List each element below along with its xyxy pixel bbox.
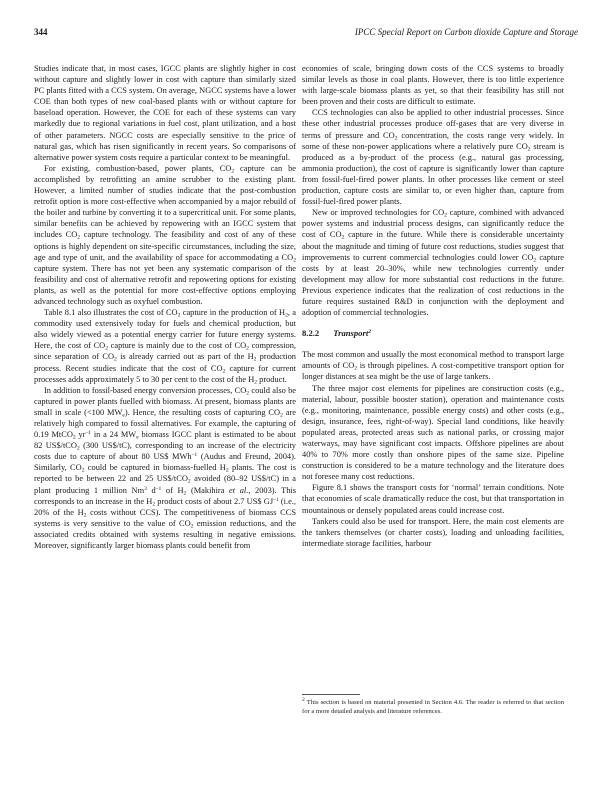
page-number: 344 (34, 27, 48, 37)
section-number: 8.2.2 (302, 328, 320, 339)
paragraph: In addition to fossil-based energy conversion processes, $CO_2$ could also be captured in power plants fuelled with biomass. At present, biomass plants are small in scale (<100 $MW_e$). Hence, the resulting costs of capturing $CO_2$ are relatively high compared to fossil alternatives. For example, the capturing of 0.19 MtCO$_2$ $yr^{-1}$ in a 24 $MW_e$ biomass IGCC plant is estimated to be about 82 US$/tCO$_2$ (300 US$/tC), corresponding to an increase of the electricity costs due to capture of about 80 US$ MWh$^{-1}$ (Audus and Freund, 2004). Similarly, $CO_2$ could be captured in biomass-fuelled $H_2$ plants. The cost is reported to be between 22 and 25 US$/tCO$_2$ avoided (80–92 US$/tC) in a plant producing 1 million Nm$^3$ $d^{-1}$ of $H_2$ (Makihira et al., 2003). This corresponds to an increase in the $H_2$ product costs of about 2.7 US$ $GJ^{-1}$ (i.e., 20% of the $H_2$ costs without CCS). The competitiveness of biomass CCS systems is very sensitive to the value of $CO_2$ emission reductions, and the associated credits obtained with systems resulting in negative emissions. Moreover, significantly larger biomass plants could benefit from (34, 385, 296, 551)
paragraph: economies of scale, bringing down costs of the CCS systems to broadly similar levels as those in coal plants. However, there is too little experience with large-scale biomass plants as yet, so that their feasibility has still not been proven and their costs are difficult to estimate. (302, 64, 564, 107)
paragraph: The most common and usually the most economical method to transport large amounts of $CO_2$ is through pipelines. A cost-competitive transport option for longer distances at sea might be the use of large tankers. (302, 350, 564, 382)
footnote-text: $^2$ This section is based on material presented in Section 4.6. The reader is referred to that section for a more detailed analysis and literature references. (302, 697, 564, 715)
running-title: IPCC Special Report on Carbon dioxide Capture and Storage (354, 27, 578, 37)
left-column (34, 63, 296, 551)
paragraph: CCS technologies can also be applied to other industrial processes. Since these other industrial processes produce off-gases that are very diverse in terms of pressure and $CO_2$ concentration, the costs range very widely. In some of these non-power applications where a relatively pure $CO_2$ stream is produced as a by-product of the process (e.g., natural gas processing, ammonia production), the cost of capture is significantly lower than capture from fossil-fuel-fired power plants. In other processes like cement or steel production, capture costs are similar to, or even higher than, capture from fossil-fuel-fired power plants. (302, 108, 564, 207)
paragraph: Tankers could also be used for transport. Here, the main cost elements are the tankers themselves (or charter costs), loading and unloading facilities, intermediate storage facilities, harbour (302, 516, 564, 548)
paragraph: For existing, combustion-based, power plants, $CO_2$ capture can be accomplished by retrofitting an amine scrubber to the existing plant. However, a limited number of studies indicate that the post-combustion retrofit option is more cost-effective when accompanied by a major rebuild of the boiler and turbine by converting it to a supercritical unit. For some plants, similar benefits can be achieved by repowering with an IGCC system that includes $CO_2$ capture technology. The feasibility and cost of any of these options is highly dependent on site-specific circumstances, including the size, age and type of unit, and the availability of space for accommodating a $CO_2$ capture system. There has not yet been any systematic comparison of the feasibility and cost of alternative retrofit and repowering options for existing plants, as well as the potential for more cost-effective options employing advanced technology such as oxyfuel combustion. (34, 163, 296, 306)
paragraph: Studies indicate that, in most cases, IGCC plants are slightly higher in cost without capture and slightly lower in cost with capture than similarly sized PC plants fitted with a CCS system. On average, NGCC systems have a lower COE than both types of new coal-based plants with or without capture for baseload operation. However, the COE for each of these systems can vary markedly due to regional variations in fuel cost, plant utilization, and a host of other parameters. NGCC costs are especially sensitive to the price of natural gas, which has risen significantly in recent years. So comparisons of alternative power system costs require a particular context to be meaningful. (34, 64, 296, 162)
paragraph: The three major cost elements for pipelines are construction costs (e.g., material, labour, possible booster station), operation and maintenance costs (e.g., monitoring, maintenance, possible energy costs) and other costs (e.g., design, insurance, fees, right-of-way). Special land conditions, like heavily populated areas, protected areas such as national parks, or crossing major waterways, may have significant cost impacts. Offshore pipelines are about 40% to 70% more costly than onshore pipes of the same size. Pipeline construction is considered to be a mature technology and the literature does not foresee many cost reductions. (302, 383, 564, 482)
footnote-divider (302, 694, 360, 695)
paragraph: Table 8.1 also illustrates the cost of $CO_2$ capture in the production of $H_2$, a commodity used extensively today for fuels and chemical production, but also widely viewed as a potential energy carrier for future energy systems. Here, the cost of $CO_2$ capture is mainly due to the cost of $CO_2$ compression, since separation of $CO_2$ is already carried out as part of the $H_2$ production process. Recent studies indicate that the cost of $CO_2$ capture for current processes adds approximately 5 to 30 per cent to the cost of the $H_2$ product. (34, 308, 296, 386)
right-column (302, 63, 564, 549)
footnote-reference: 2 (368, 329, 372, 336)
paragraph: New or improved technologies for $CO_2$ capture, combined with advanced power systems and industrial process designs, can significantly reduce the cost of $CO_2$ capture in the future. While there is considerable uncertainty about the magnitude and timing of future cost reductions, studies suggest that improvements to current commercial technologies could lower $CO_2$ capture costs by at least 20–30%, while new technologies currently under development may allow for more substantial cost reductions in the future. Previous experience indicates that the realization of cost reductions in the future requires sustained R&D in conjunction with the deployment and adoption of commercial technologies. (302, 208, 564, 318)
section-title: Transport$^2$ (333, 328, 372, 339)
page-header (34, 27, 578, 41)
paragraph: Figure 8.1 shows the transport costs for ‘normal’ terrain conditions. Note that economies of scale dramatically reduce the cost, but that transportation in mountainous or densely populated areas could increase cost. (302, 483, 564, 515)
footnote (302, 694, 564, 716)
section-heading (302, 328, 564, 339)
